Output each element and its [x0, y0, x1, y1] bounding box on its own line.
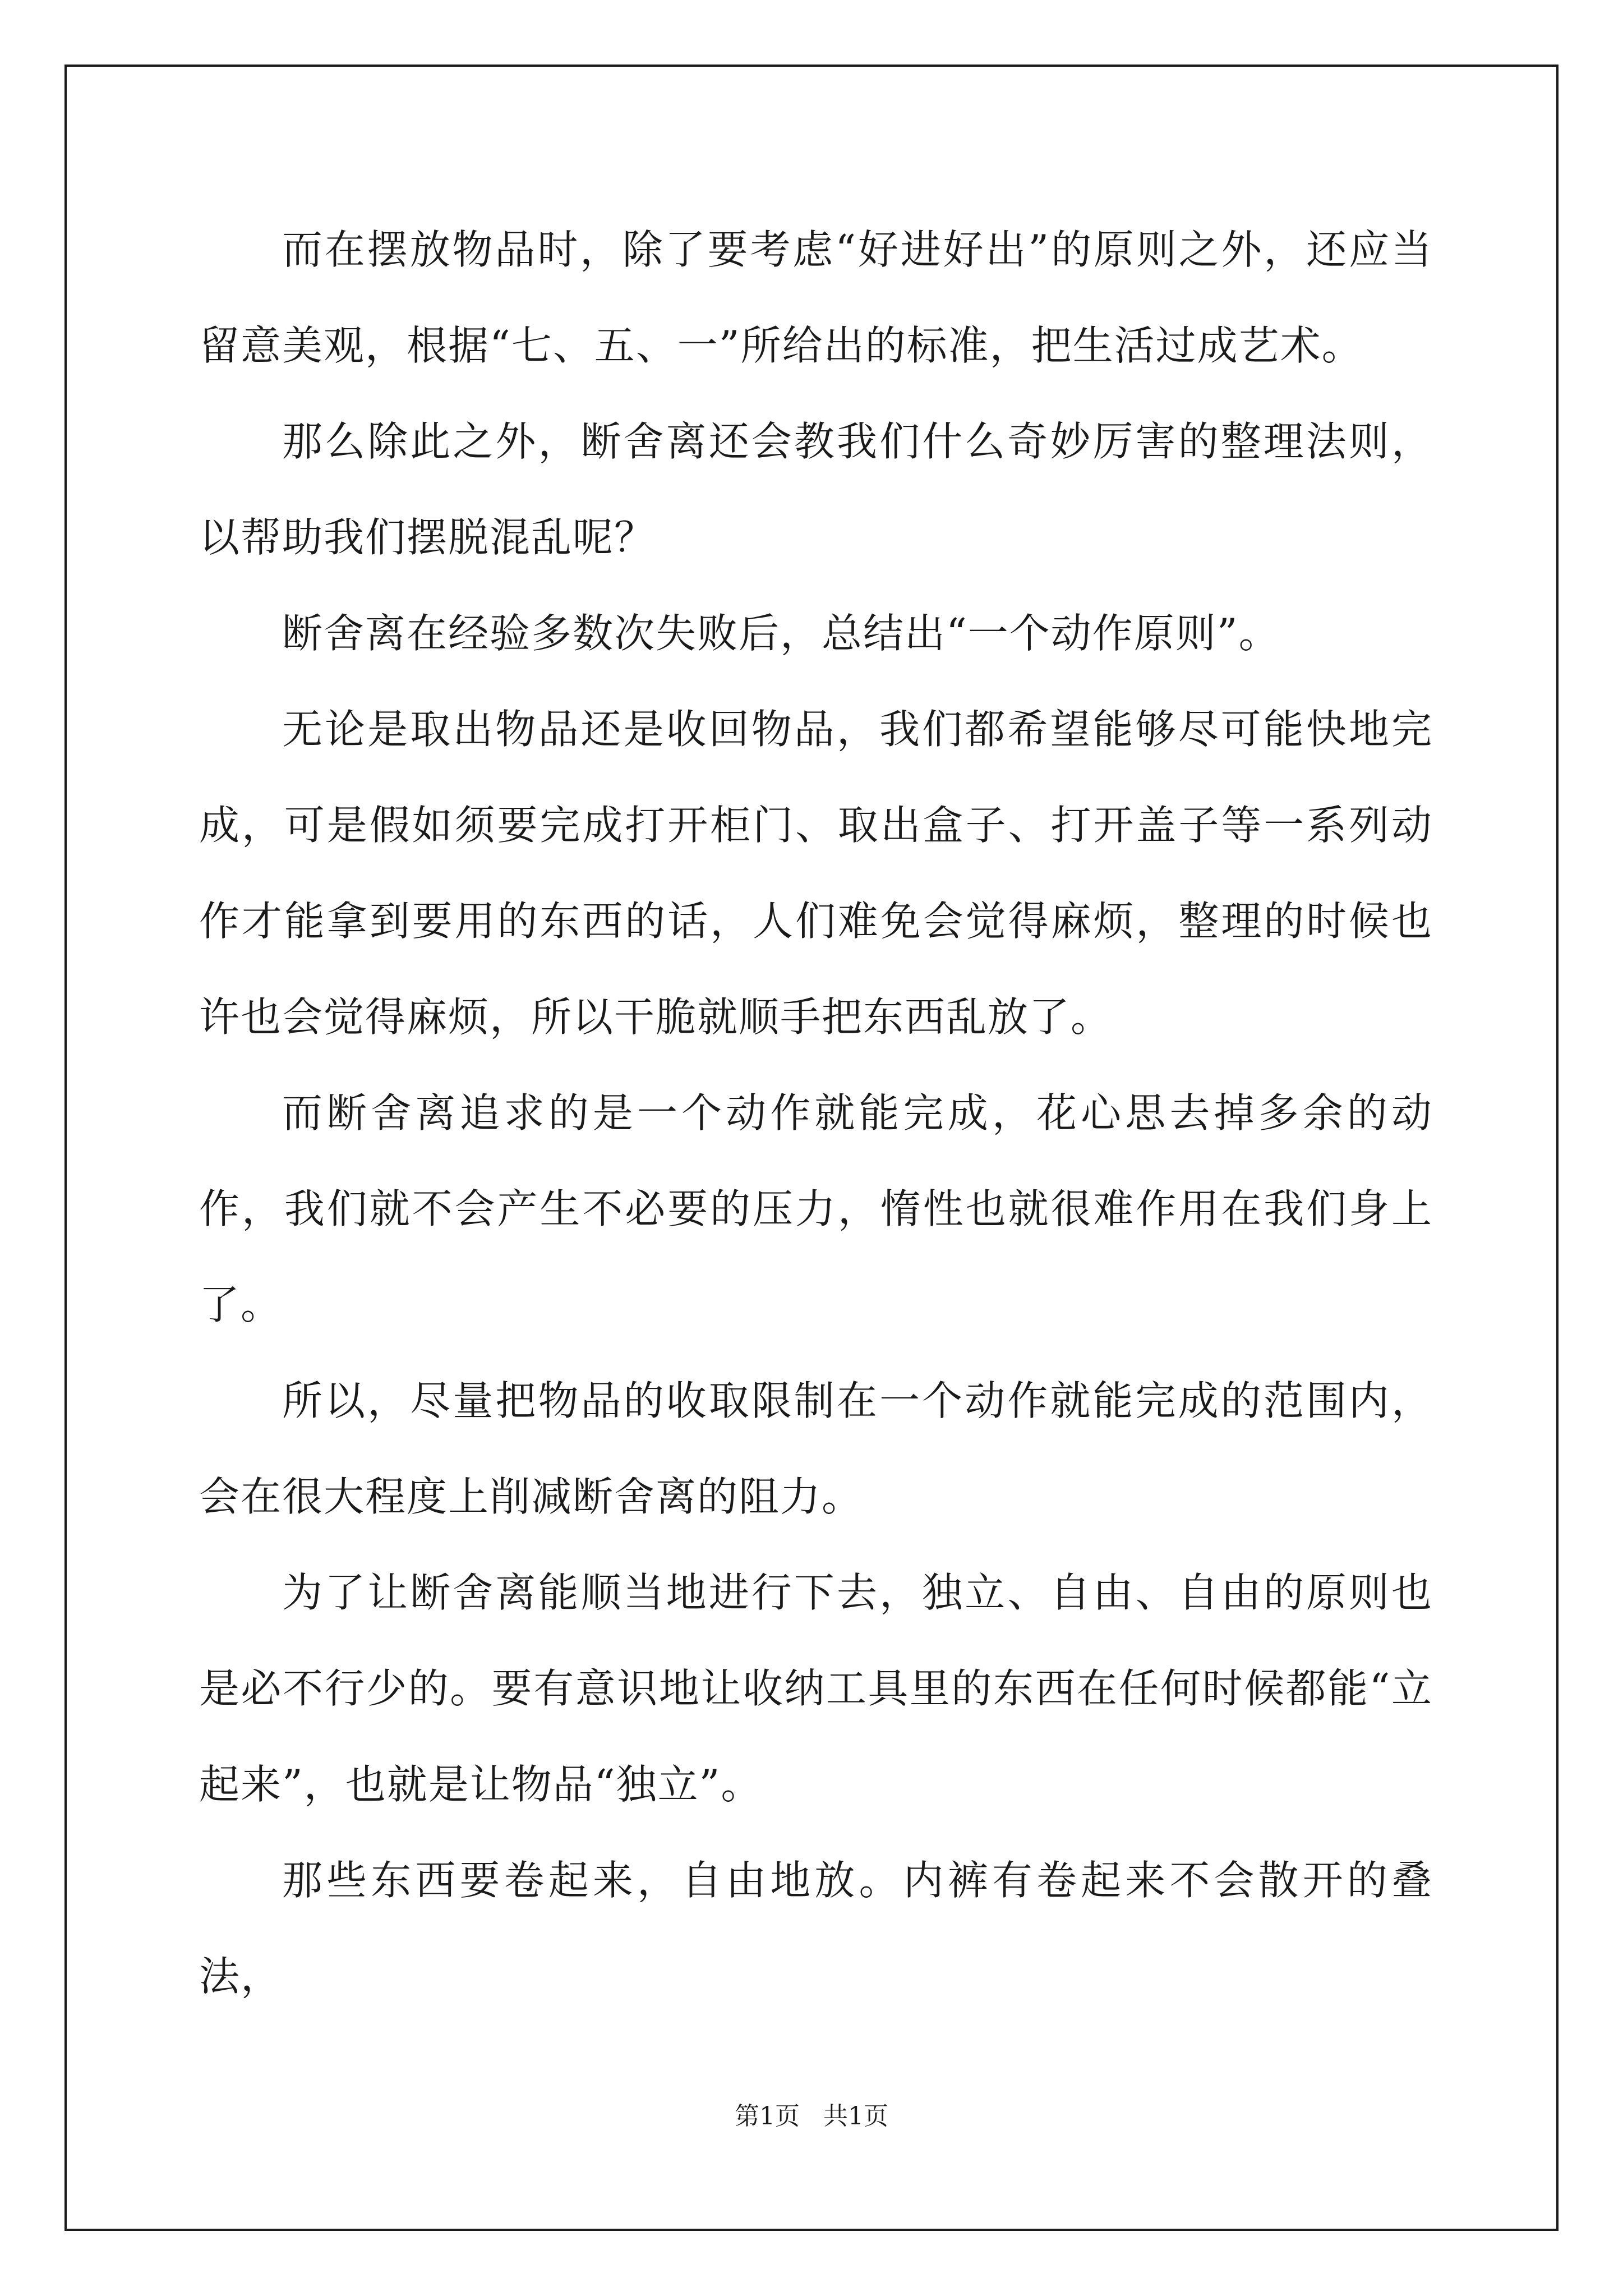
paragraph-4: 无论是取出物品还是收回物品，我们都希望能够尽可能快地完成，可是假如须要完成打开柜门、取出盒子、打开盖子等一系列动作才能拿到要用的东西的话，人们难免会觉得麻烦，整理的时候也许也会觉得麻烦，所以干脆就顺手把东西乱放了。: [199, 706, 1433, 1041]
document-body: [199, 202, 1433, 2024]
paragraph-1: 而在摆放物品时，除了要考虑“好进好出”的原则之外，还应当留意美观，根据“七、五、一”所给出的标准，把生活过成艺术。: [199, 226, 1433, 369]
page-number-footer: 第1页 共1页: [735, 2102, 888, 2131]
paragraph-3: 断舍离在经验多数次失败后，总结出“一个动作原则”。: [282, 610, 1280, 657]
paragraph-2: 那么除此之外，断舍离还会教我们什么奇妙厉害的整理法则，以帮助我们摆脱混乱呢？: [199, 418, 1433, 561]
paragraph-6: 所以，尽量把物品的收取限制在一个动作就能完成的范围内，会在很大程度上削减断舍离的阻力。: [199, 1377, 1433, 1520]
paragraph-7: 为了让断舍离能顺当地进行下去，独立、自由、自由的原则也是必不行少的。要有意识地让收纳工具里的东西在任何时候都能“立起来”，也就是让物品“独立”。: [199, 1569, 1433, 1808]
paragraph-8: 那些东西要卷起来，自由地放。内裤有卷起来不会散开的叠法，: [199, 1857, 1433, 2000]
paragraph-5: 而断舍离追求的是一个动作就能完成，花心思去掉多余的动作，我们就不会产生不必要的压力，惰性也就很难作用在我们身上了。: [199, 1089, 1433, 1328]
